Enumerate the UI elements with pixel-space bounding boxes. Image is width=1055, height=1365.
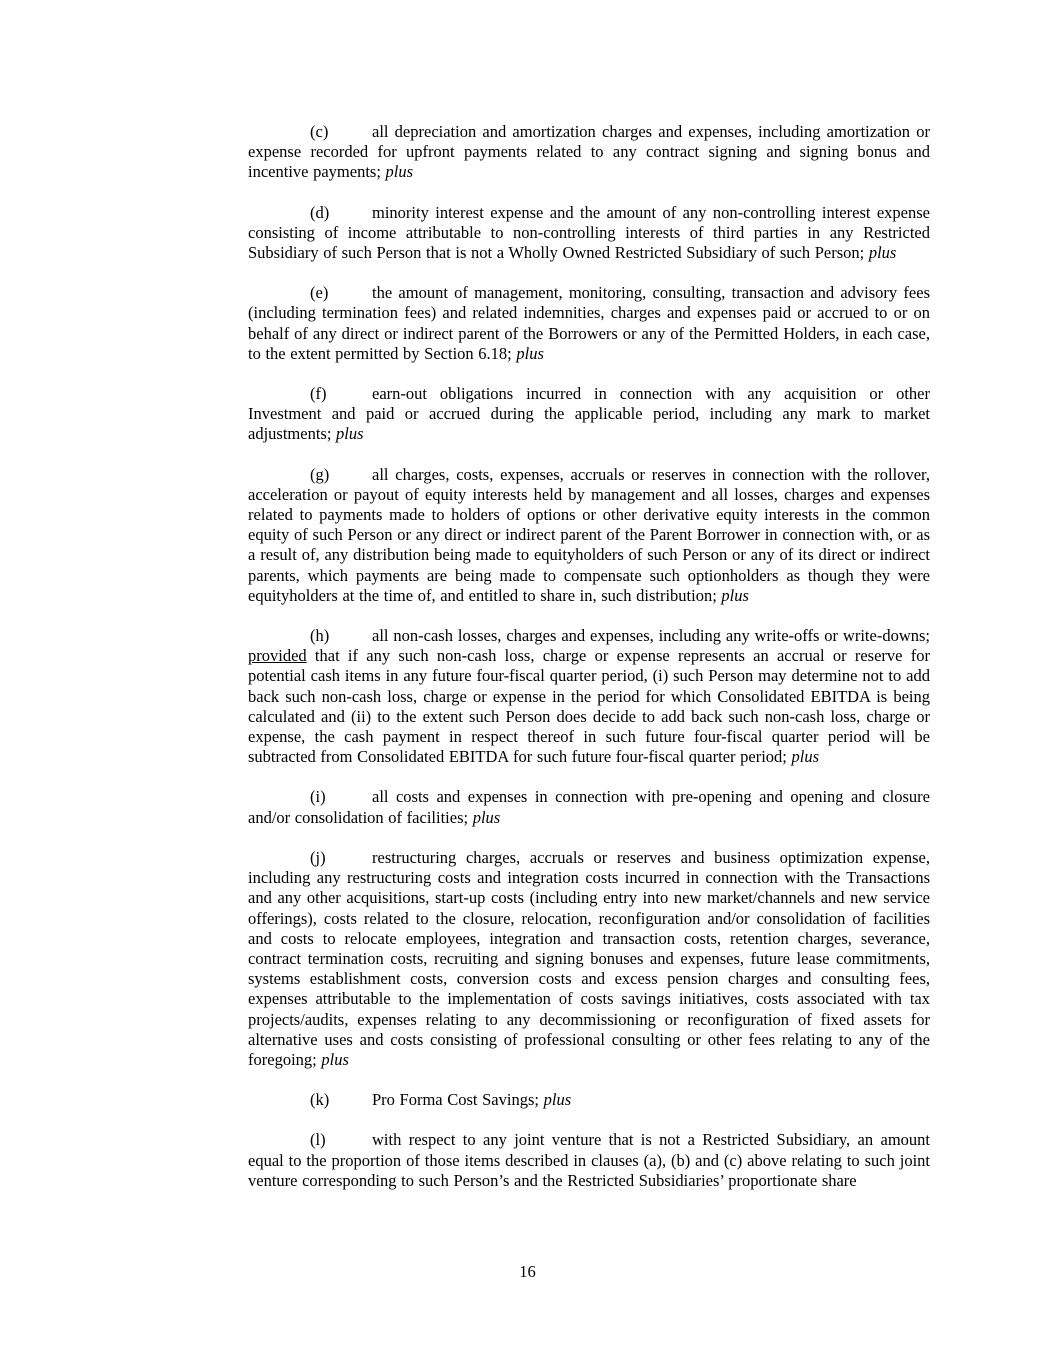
clause-label: (l) — [310, 1130, 326, 1150]
clause-text: earn-out obligations incurred in connection with any acquisition or other Investment and paid or accrued during the applicable period, including any mark to market adjustments; — [248, 384, 930, 444]
clause-l — [248, 1130, 930, 1191]
clause-text-italic: plus — [721, 585, 749, 605]
clause-text-italic: plus — [516, 343, 544, 363]
clause-text: all depreciation and amortization charges and expenses, including amortization or expense recorded for upfront payments related to any contract signing and signing bonus and incentive payments; — [248, 122, 930, 182]
clause-label: (f) — [310, 384, 327, 404]
clause-text-underlined: provided — [248, 646, 307, 666]
clause-text-italic: plus — [385, 162, 414, 182]
clause-text: that if any such non-cash loss, charge or expense represents an accrual or reserve for potential cash items in any future four-fiscal quarter period, (i) such Person may determine not to add back such non-cash loss, charge or expense in the period for which Consolidated EBITDA is being calculated and (ii) to the extent such Person does decide to add back such non-cash loss, charge or expense, the cash payment in respect thereof in such future four-fiscal quarter period will be subtracted from Consolidated EBITDA for such future four-fiscal quarter period; — [248, 646, 930, 767]
clause-d — [248, 203, 930, 264]
clause-text: Pro Forma Cost Savings; — [372, 1090, 544, 1110]
clause-text: restructuring charges, accruals or reserves and business optimization expense, including any restructuring costs and integration costs incurred in connection with the Transactions and any other acquisitions, start-up costs (including entry into new market/channels and new service offerings), costs related to the closure, relocation, reconfiguration and/or consolidation of facilities and costs to relocate employees, integration and transaction costs, retention charges, severance, contract termination costs, recruiting and signing bonuses and expenses, future lease commitments, systems establishment costs, conversion costs and excess pension charges and consulting fees, expenses attributable to the implementation of costs savings initiatives, costs associated with tax projects/audits, expenses relating to any decommissioning or reconfiguration of fixed assets for alternative uses and costs consisting of professional consulting or other fees relating to any of the foregoing; — [248, 847, 930, 1069]
document-body — [248, 122, 930, 1211]
clause-g — [248, 465, 930, 606]
clause-text-italic: plus — [472, 807, 501, 827]
clause-label: (h) — [310, 626, 330, 646]
clause-text-italic: plus — [868, 243, 897, 263]
clause-text: all costs and expenses in connection with pre-opening and opening and closure and/or consolidation of facilities; — [248, 787, 930, 827]
clause-k — [248, 1090, 930, 1110]
clause-text: all non-cash losses, charges and expenses, including any write-offs or write-downs; — [372, 626, 930, 646]
clause-j — [248, 848, 930, 1070]
clause-h — [248, 626, 930, 767]
clause-label: (e) — [310, 283, 329, 303]
clause-label: (c) — [310, 122, 329, 141]
clause-f — [248, 384, 930, 445]
clause-label: (d) — [310, 202, 330, 222]
clause-c — [248, 122, 930, 183]
clause-text: with respect to any joint venture that is not a Restricted Subsidiary, an amount equal to the proportion of those items described in clauses (a), (b) and (c) above relating to such joint venture corresponding to such Person’s and the Restricted Subsidiaries’ proportionate share — [248, 1130, 930, 1190]
clause-i — [248, 787, 930, 827]
clause-label: (k) — [310, 1090, 330, 1110]
clause-text-italic: plus — [336, 424, 364, 444]
clause-text: all charges, costs, expenses, accruals or reserves in connection with the rollover, acceleration or payout of equity interests held by management and all losses, charges and expenses related to payments made to holders of options or other derivative equity interests in the common equity of such Person or any direct or indirect parent of the Parent Borrower in connection with, or as a result of, any distribution being made to equityholders of such Person or any of its direct or indirect parents, which payments are being made to compensate such optionholders as though they were equityholders at the time of, and entitled to share in, such distribution; — [248, 464, 930, 605]
page-number: 16 — [519, 1262, 536, 1281]
clause-text-italic: plus — [791, 747, 820, 767]
clause-text: the amount of management, monitoring, consulting, transaction and advisory fees (including termination fees) and related indemnities, charges and expenses paid or accrued to or on behalf of any direct or indirect parent of the Borrowers or any of the Permitted Holders, in each case, to the extent permitted by Section 6.18; — [248, 283, 930, 363]
clause-label: (g) — [310, 464, 330, 484]
clause-label: (j) — [310, 847, 326, 867]
clause-text-italic: plus — [543, 1090, 572, 1110]
clause-label: (i) — [310, 787, 326, 807]
clause-text-italic: plus — [321, 1049, 349, 1069]
clause-text: minority interest expense and the amount of any non-controlling interest expense consisting of income attributable to non-controlling interests of third parties in any Restricted Subsidiary of such Person that is not a Wholly Owned Restricted Subsidiary of such Person; — [248, 202, 930, 263]
clause-e — [248, 283, 930, 364]
